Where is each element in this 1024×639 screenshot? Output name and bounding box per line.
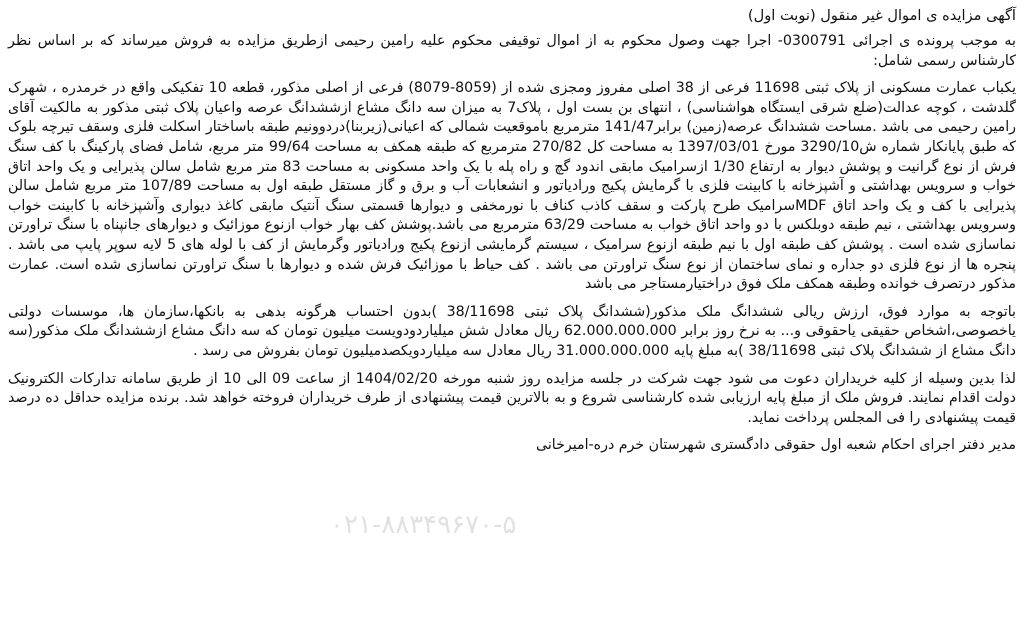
property-description: یکباب عمارت مسکونی از پلاک ثبتی 11698 فرعی از 38 اصلی مفروز ومجزی شده از (8059-8079) فرعی از اصلی مذکور، قطعه 10 تفکیکی واقع در خرمدره ، شهرک گلدشت ، کوچه عدالت(ضلع شرقی ایستگاه هواشناسی) ، انتهای بن بست اول ، پلاک7 به میزان سه دانگ مشاع ازششدانگ عرصه واعیان پلاک ثبتی مذکور به مالکیت آقای رامین رحیمی می باشد .مساحت ششدانگ عرصه(زمین) برابر141/47 مترمربع باموقعیت شمالی که اعیانی(زیربنا)دردوونیم طبقه باساختار اسکلت فلزی وسقف تیرچه بلوک که طبق پایانکار شماره ش3290/10 مورخ 1397/03/01 به مساحت کل 270/82 مترمربع که طبقه همکف به مساحت 99/64 متر مربع، شامل فضای پارکینگ با کف سنگ فرش از نوع گرانیت و پوشش دیوار به ارتفاع 1/30 ازسرامیک مابقی اندود گچ و راه پله با یک واحد مسکونی به مساحت 83 متر مربع شامل سالن پذیرایی و یک واحد اتاق خواب و سرویس بهداشتی و آشپزخانه با کابینت فلزی با گرمایش پکیج ورادیاتور و انشعابات آب و برق و گاز مستقل طبقه اول به مساحت 107/89 متر مربع شامل سالن پذیرایی با کف و یک واحد اتاق MDFسرامیک طرح پارکت و سقف کاذب کناف با نورمخفی و دیوارها قسمتی سنگ آنتیک مابقی کاغذ دیواری وآشپزخانه با کابینت خواب وسرویس بهداشتی ، نیم طبقه دوبلکس با دو واحد اتاق خواب به مساحت 63/29 مترمربع می باشد.پوشش کف بهار خواب ازنوع موزائیک و دیوارهای جانپناه با سنگ تراورتن نماسازی شده است . پوشش کف طبقه اول با نیم طبقه ازنوع سرامیک ، سیستم گرمایشی ازنوع پکیج ورادیاتور وگرمایش از کف با لوله های 5 لایه سوپر پایپ می باشد . پنجره ها از نوع فلزی دو جداره و نمای ساختمان از نوع سنگ تراورتن می باشد . کف حیاط با موزائیک فرش شده و دیوارها با سنگ تراورتن نماسازی شده است. عمارت مذکور درتصرف خوانده وطبقه همکف ملک فوق دراختیارمستاجر می باشد [8, 80, 1017, 293]
signature-line: مدیر دفتر اجرای احکام شعبه اول حقوقی دادگستری شهرستان خرم دره-امیرخانی [536, 437, 1016, 454]
notice-title: آگهی مزایده ی اموال غیر منقول (نوبت اول) [747, 7, 1016, 24]
valuation-paragraph: باتوجه به موارد فوق، ارزش ریالی ششدانگ ملک مذکور(ششدانگ پلاک ثبتی 38/11698 )بدون احتساب هرگونه بدهی به بانکها،سازمان ها، موسسات دولتی یاخصوصی،اشخاص حقیقی یاحقوقی و... به نرخ روز برابر 62.000.000.000 ریال معادل شش میلیاردودویست میلیون تومان که سه دانگ مشاع ازششدانگ ملک مذکور(سه دانگ مشاع از ششدانگ پلاک ثبتی 38/11698 )به مبلغ پایه 31.000.000.000 ریال معادل سه میلیاردویکصدمیلیون تومان بفروش می رسد . [8, 303, 1016, 359]
invitation-paragraph: لذا بدین وسیله از کلیه خریداران دعوت می شود جهت شرکت در جلسه مزایده روز شنبه مورخه 1404/02/20 از ساعت 09 الی 10 از طریق سامانه تدارکات الکترونیک دولت اقدام نمایند. فروش ملک از مبلغ پایه ارزیابی شده کارشناسی شروع و به بالاترین قیمت پیشنهادی از طرف خریداران فروخته خواهد شد. برنده مزایده حداقل ده درصد قیمت پیشنهادی را فی المجلس پرداخت نماید. [8, 370, 1017, 426]
watermark-phone: ۰۲۱-۸۸۳۴۹۶۷۰-۵ [330, 510, 517, 540]
intro-paragraph: به موجب پرونده ی اجرائی 0300791- اجرا جهت وصول محکوم به از اموال توقیفی محکوم علیه رامین رحیمی ازطریق مزایده به فروش میرساند که بر اساس نظر کارشناس رسمی شامل: [8, 33, 1016, 69]
